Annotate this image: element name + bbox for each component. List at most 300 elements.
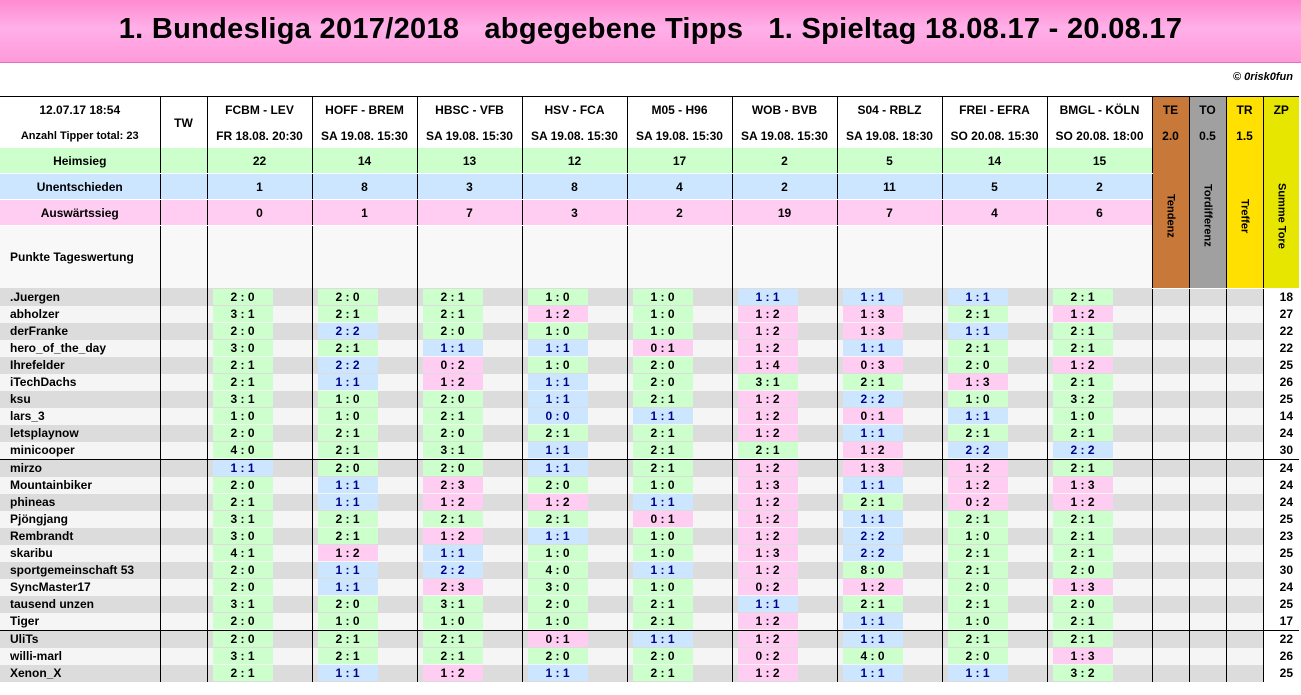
tip-cell bbox=[732, 442, 837, 460]
tip-cell bbox=[627, 579, 732, 596]
tip-cell bbox=[732, 340, 837, 357]
zp-value: 30 bbox=[1263, 442, 1299, 460]
tip-cell bbox=[627, 459, 732, 477]
to-cell bbox=[1189, 545, 1226, 562]
tip-value: 1 : 1 bbox=[318, 562, 378, 578]
player-name: UliTs bbox=[0, 630, 160, 648]
te-cell bbox=[1152, 630, 1189, 648]
player-name: minicooper bbox=[0, 442, 160, 460]
tr-cell bbox=[1226, 665, 1263, 682]
tip-cell bbox=[417, 648, 522, 665]
tip-value: 3 : 0 bbox=[213, 528, 273, 544]
tr-cell bbox=[1226, 494, 1263, 511]
tip-cell bbox=[942, 579, 1047, 596]
tr-cell bbox=[1226, 442, 1263, 460]
tip-value: 4 : 0 bbox=[213, 442, 273, 458]
tip-value: 1 : 1 bbox=[843, 477, 903, 493]
tip-cell bbox=[1047, 323, 1152, 340]
tip-cell bbox=[942, 442, 1047, 460]
te-value: 2.0 bbox=[1152, 123, 1189, 148]
tip-cell bbox=[837, 459, 942, 477]
tip-cell bbox=[312, 596, 417, 613]
tip-cell bbox=[312, 545, 417, 562]
tip-cell bbox=[312, 613, 417, 631]
tip-cell bbox=[207, 442, 312, 460]
tip-value: 2 : 1 bbox=[948, 425, 1008, 441]
tip-cell bbox=[417, 357, 522, 374]
to-header: TO bbox=[1189, 97, 1226, 124]
match-header: FREI - EFRA bbox=[942, 97, 1047, 124]
tip-cell bbox=[732, 545, 837, 562]
tip-value: 2 : 2 bbox=[843, 528, 903, 544]
tip-value: 4 : 1 bbox=[213, 545, 273, 561]
tip-value: 2 : 1 bbox=[1053, 631, 1113, 647]
tip-value: 2 : 2 bbox=[1053, 442, 1113, 458]
tip-cell bbox=[732, 613, 837, 631]
tip-cell bbox=[732, 477, 837, 494]
to-cell bbox=[1189, 323, 1226, 340]
tip-value: 1 : 1 bbox=[528, 340, 588, 356]
tip-value: 1 : 0 bbox=[528, 545, 588, 561]
tr-cell bbox=[1226, 511, 1263, 528]
tip-cell bbox=[1047, 579, 1152, 596]
tip-cell bbox=[207, 528, 312, 545]
te-cell bbox=[1152, 374, 1189, 391]
te-cell bbox=[1152, 340, 1189, 357]
tip-cell bbox=[627, 374, 732, 391]
zp-value: 22 bbox=[1263, 630, 1299, 648]
tip-value: 2 : 1 bbox=[1053, 528, 1113, 544]
tip-cell bbox=[627, 357, 732, 374]
tw-cell bbox=[160, 442, 207, 460]
tip-cell bbox=[207, 391, 312, 408]
tip-value: 2 : 3 bbox=[423, 477, 483, 493]
te-cell bbox=[1152, 579, 1189, 596]
player-name: phineas bbox=[0, 494, 160, 511]
tip-cell bbox=[837, 630, 942, 648]
tip-value: 1 : 0 bbox=[948, 613, 1008, 629]
tip-cell bbox=[207, 494, 312, 511]
tip-cell bbox=[1047, 391, 1152, 408]
tip-value: 2 : 2 bbox=[948, 442, 1008, 458]
tip-value: 1 : 2 bbox=[738, 528, 798, 544]
zp-value: 27 bbox=[1263, 306, 1299, 323]
tr-cell bbox=[1226, 630, 1263, 648]
tip-value: 3 : 1 bbox=[423, 442, 483, 458]
zp-value: 30 bbox=[1263, 562, 1299, 579]
tip-value: 2 : 1 bbox=[948, 562, 1008, 578]
tip-cell bbox=[942, 630, 1047, 648]
tw-cell bbox=[160, 200, 207, 226]
te-cell bbox=[1152, 288, 1189, 306]
player-name: mirzo bbox=[0, 459, 160, 477]
tip-cell bbox=[417, 459, 522, 477]
tip-value: 2 : 0 bbox=[948, 357, 1008, 373]
tip-value: 4 : 0 bbox=[843, 648, 903, 664]
player-name: skaribu bbox=[0, 545, 160, 562]
tip-value: 2 : 1 bbox=[423, 631, 483, 647]
match-time: SA 19.08. 15:30 bbox=[732, 123, 837, 148]
tip-value: 1 : 2 bbox=[423, 374, 483, 390]
tip-cell bbox=[942, 459, 1047, 477]
tip-value: 1 : 1 bbox=[423, 545, 483, 561]
match-header: S04 - RBLZ bbox=[837, 97, 942, 124]
tip-value: 2 : 1 bbox=[1053, 374, 1113, 390]
tip-value: 3 : 1 bbox=[213, 511, 273, 527]
zp-value: 24 bbox=[1263, 477, 1299, 494]
tip-value: 1 : 0 bbox=[423, 613, 483, 629]
tip-cell bbox=[1047, 306, 1152, 323]
tip-value: 2 : 0 bbox=[1053, 562, 1113, 578]
auswaertssieg-count: 0 bbox=[207, 200, 312, 226]
player-name: sportgemeinschaft 53 bbox=[0, 562, 160, 579]
player-row bbox=[0, 562, 1299, 579]
tr-cell bbox=[1226, 357, 1263, 374]
zp-value: 25 bbox=[1263, 545, 1299, 562]
tip-value: 2 : 0 bbox=[318, 596, 378, 612]
tip-cell bbox=[627, 596, 732, 613]
tip-cell bbox=[1047, 511, 1152, 528]
punkte-cell bbox=[732, 226, 837, 289]
tip-cell bbox=[1047, 528, 1152, 545]
tip-cell bbox=[417, 374, 522, 391]
tip-value: 2 : 2 bbox=[318, 323, 378, 339]
tip-value: 1 : 2 bbox=[528, 494, 588, 510]
tip-value: 2 : 0 bbox=[528, 596, 588, 612]
tr-cell bbox=[1226, 613, 1263, 631]
unentschieden-count: 4 bbox=[627, 174, 732, 200]
player-row bbox=[0, 323, 1299, 340]
tip-value: 3 : 1 bbox=[738, 374, 798, 390]
unentschieden-count: 1 bbox=[207, 174, 312, 200]
tip-value: 1 : 2 bbox=[843, 442, 903, 458]
tip-value: 2 : 1 bbox=[318, 340, 378, 356]
tip-value: 1 : 2 bbox=[423, 528, 483, 544]
tip-value: 2 : 0 bbox=[423, 425, 483, 441]
player-name: .Juergen bbox=[0, 288, 160, 306]
tip-value: 0 : 2 bbox=[423, 357, 483, 373]
tip-cell bbox=[837, 408, 942, 425]
tip-cell bbox=[732, 665, 837, 682]
tip-value: 1 : 1 bbox=[318, 374, 378, 390]
tip-value: 1 : 2 bbox=[423, 494, 483, 510]
player-row bbox=[0, 374, 1299, 391]
match-time: SO 20.08. 18:00 bbox=[1047, 123, 1152, 148]
tip-cell bbox=[417, 545, 522, 562]
to-cell bbox=[1189, 391, 1226, 408]
match-time: FR 18.08. 20:30 bbox=[207, 123, 312, 148]
tw-cell bbox=[160, 174, 207, 200]
tip-cell bbox=[522, 562, 627, 579]
tip-cell bbox=[417, 340, 522, 357]
player-row bbox=[0, 613, 1299, 631]
tip-value: 2 : 0 bbox=[633, 648, 693, 664]
tip-cell bbox=[207, 562, 312, 579]
tip-cell bbox=[522, 340, 627, 357]
heimsieg-count: 2 bbox=[732, 148, 837, 174]
tip-value: 2 : 1 bbox=[948, 631, 1008, 647]
tip-cell bbox=[627, 528, 732, 545]
tip-value: 2 : 1 bbox=[948, 545, 1008, 561]
to-value: 0.5 bbox=[1189, 123, 1226, 148]
tw-cell bbox=[160, 596, 207, 613]
tip-cell bbox=[627, 288, 732, 306]
tip-cell bbox=[837, 477, 942, 494]
punkte-cell bbox=[627, 226, 732, 289]
tips-table-container bbox=[0, 96, 1301, 695]
to-cell bbox=[1189, 357, 1226, 374]
auswaertssieg-count: 6 bbox=[1047, 200, 1152, 226]
heimsieg-count: 15 bbox=[1047, 148, 1152, 174]
tr-cell bbox=[1226, 323, 1263, 340]
tip-value: 2 : 0 bbox=[318, 460, 378, 476]
tip-value: 2 : 1 bbox=[318, 511, 378, 527]
tip-value: 1 : 1 bbox=[843, 511, 903, 527]
tip-value: 2 : 0 bbox=[948, 579, 1008, 595]
tip-value: 1 : 1 bbox=[423, 340, 483, 356]
tip-cell bbox=[1047, 408, 1152, 425]
heimsieg-count: 12 bbox=[522, 148, 627, 174]
tip-value: 2 : 1 bbox=[633, 442, 693, 458]
player-name: willi-marl bbox=[0, 648, 160, 665]
tw-cell bbox=[160, 545, 207, 562]
tip-value: 3 : 1 bbox=[213, 306, 273, 322]
tip-value: 2 : 0 bbox=[213, 579, 273, 595]
to-cell bbox=[1189, 494, 1226, 511]
tip-cell bbox=[417, 665, 522, 682]
tip-value: 2 : 0 bbox=[528, 648, 588, 664]
tip-cell bbox=[837, 562, 942, 579]
tip-cell bbox=[417, 425, 522, 442]
unentschieden-count: 11 bbox=[837, 174, 942, 200]
treffer-text: Treffer bbox=[1238, 198, 1251, 233]
tw-cell bbox=[160, 562, 207, 579]
te-cell bbox=[1152, 648, 1189, 665]
tip-cell bbox=[732, 408, 837, 425]
tip-cell bbox=[627, 562, 732, 579]
tip-cell bbox=[1047, 630, 1152, 648]
tip-cell bbox=[942, 545, 1047, 562]
tip-value: 1 : 2 bbox=[843, 579, 903, 595]
unentschieden-count: 8 bbox=[522, 174, 627, 200]
tip-value: 1 : 2 bbox=[528, 306, 588, 322]
to-cell bbox=[1189, 288, 1226, 306]
tip-value: 1 : 2 bbox=[738, 425, 798, 441]
tip-cell bbox=[417, 477, 522, 494]
player-name: lars_3 bbox=[0, 408, 160, 425]
tip-cell bbox=[627, 477, 732, 494]
tip-cell bbox=[837, 528, 942, 545]
player-row bbox=[0, 665, 1299, 682]
tip-value: 3 : 1 bbox=[213, 648, 273, 664]
player-name: SyncMaster17 bbox=[0, 579, 160, 596]
match-header: HBSC - VFB bbox=[417, 97, 522, 124]
tip-value: 2 : 1 bbox=[318, 425, 378, 441]
te-cell bbox=[1152, 306, 1189, 323]
tip-cell bbox=[207, 306, 312, 323]
tip-cell bbox=[522, 357, 627, 374]
player-row bbox=[0, 477, 1299, 494]
tip-value: 1 : 1 bbox=[843, 289, 903, 305]
player-name: Pjöngjang bbox=[0, 511, 160, 528]
punkte-cell bbox=[1047, 226, 1152, 289]
tip-value: 0 : 3 bbox=[843, 357, 903, 373]
unentschieden-count: 3 bbox=[417, 174, 522, 200]
zp-value: 25 bbox=[1263, 665, 1299, 682]
tr-cell bbox=[1226, 648, 1263, 665]
tip-cell bbox=[522, 306, 627, 323]
player-name: Mountainbiker bbox=[0, 477, 160, 494]
tip-value: 2 : 1 bbox=[213, 374, 273, 390]
match-header: HSV - FCA bbox=[522, 97, 627, 124]
tip-value: 1 : 1 bbox=[948, 323, 1008, 339]
tr-header: TR bbox=[1226, 97, 1263, 124]
match-header: WOB - BVB bbox=[732, 97, 837, 124]
tip-value: 2 : 1 bbox=[213, 494, 273, 510]
tip-value: 1 : 1 bbox=[213, 460, 273, 476]
tip-cell bbox=[942, 408, 1047, 425]
tip-cell bbox=[942, 306, 1047, 323]
tip-cell bbox=[522, 494, 627, 511]
tip-value: 2 : 1 bbox=[948, 306, 1008, 322]
tip-value: 2 : 1 bbox=[843, 494, 903, 510]
tip-cell bbox=[417, 579, 522, 596]
to-cell bbox=[1189, 562, 1226, 579]
tip-value: 1 : 3 bbox=[1053, 477, 1113, 493]
tip-value: 1 : 2 bbox=[738, 391, 798, 407]
tw-cell bbox=[160, 323, 207, 340]
tip-value: 1 : 1 bbox=[843, 631, 903, 647]
tip-value: 2 : 1 bbox=[528, 511, 588, 527]
tip-value: 4 : 0 bbox=[528, 562, 588, 578]
tip-cell bbox=[732, 494, 837, 511]
player-name: Xenon_X bbox=[0, 665, 160, 682]
tip-value: 2 : 2 bbox=[843, 391, 903, 407]
unentschieden-count: 8 bbox=[312, 174, 417, 200]
tip-value: 2 : 1 bbox=[318, 631, 378, 647]
tip-cell bbox=[1047, 596, 1152, 613]
tip-value: 1 : 1 bbox=[318, 665, 378, 681]
tip-value: 2 : 1 bbox=[318, 648, 378, 664]
tip-cell bbox=[837, 648, 942, 665]
tw-cell bbox=[160, 226, 207, 289]
tip-cell bbox=[837, 494, 942, 511]
tip-value: 0 : 2 bbox=[738, 579, 798, 595]
tip-cell bbox=[942, 357, 1047, 374]
tip-cell bbox=[522, 459, 627, 477]
zp-value bbox=[1263, 123, 1299, 148]
tip-cell bbox=[312, 323, 417, 340]
to-cell bbox=[1189, 442, 1226, 460]
tip-cell bbox=[1047, 425, 1152, 442]
tip-value: 3 : 1 bbox=[213, 596, 273, 612]
tip-cell bbox=[522, 648, 627, 665]
treffer-label bbox=[1226, 148, 1263, 288]
to-cell bbox=[1189, 511, 1226, 528]
tip-value: 2 : 1 bbox=[948, 340, 1008, 356]
tip-cell bbox=[312, 665, 417, 682]
tip-value: 1 : 2 bbox=[738, 562, 798, 578]
tip-cell bbox=[732, 459, 837, 477]
tip-cell bbox=[1047, 477, 1152, 494]
tip-value: 2 : 2 bbox=[843, 545, 903, 561]
tip-cell bbox=[942, 391, 1047, 408]
tip-cell bbox=[312, 477, 417, 494]
tip-cell bbox=[1047, 340, 1152, 357]
tr-cell bbox=[1226, 528, 1263, 545]
tip-value: 2 : 1 bbox=[1053, 460, 1113, 476]
tip-value: 1 : 3 bbox=[1053, 579, 1113, 595]
tip-cell bbox=[207, 648, 312, 665]
summe-tore-text: Summe Tore bbox=[1275, 182, 1288, 249]
tip-cell bbox=[312, 562, 417, 579]
page-title: 1. Bundesliga 2017/2018 abgegebene Tipps 1. Spieltag 18.08.17 - 20.08.17 bbox=[118, 13, 1183, 45]
tip-cell bbox=[312, 494, 417, 511]
heimsieg-count: 14 bbox=[312, 148, 417, 174]
unentschieden-count: 2 bbox=[1047, 174, 1152, 200]
tip-cell bbox=[942, 374, 1047, 391]
tip-value: 1 : 2 bbox=[423, 665, 483, 681]
tip-value: 1 : 0 bbox=[633, 528, 693, 544]
tip-value: 1 : 1 bbox=[318, 579, 378, 595]
tip-cell bbox=[522, 511, 627, 528]
tip-cell bbox=[942, 477, 1047, 494]
to-cell bbox=[1189, 596, 1226, 613]
tip-cell bbox=[942, 340, 1047, 357]
tip-cell bbox=[627, 613, 732, 631]
tip-value: 1 : 1 bbox=[843, 613, 903, 629]
tip-cell bbox=[207, 408, 312, 425]
tip-cell bbox=[312, 579, 417, 596]
tip-cell bbox=[207, 665, 312, 682]
punkte-cell bbox=[837, 226, 942, 289]
tip-value: 2 : 2 bbox=[423, 562, 483, 578]
tip-cell bbox=[207, 340, 312, 357]
tip-cell bbox=[207, 425, 312, 442]
tip-value: 3 : 1 bbox=[213, 391, 273, 407]
tip-cell bbox=[522, 425, 627, 442]
tip-value: 2 : 1 bbox=[423, 408, 483, 424]
tip-value: 2 : 0 bbox=[633, 374, 693, 390]
player-row bbox=[0, 545, 1299, 562]
tip-value: 1 : 1 bbox=[318, 477, 378, 493]
tip-value: 3 : 1 bbox=[423, 596, 483, 612]
tip-value: 1 : 0 bbox=[633, 323, 693, 339]
tw-cell bbox=[160, 374, 207, 391]
tip-value: 1 : 1 bbox=[528, 528, 588, 544]
tip-cell bbox=[417, 391, 522, 408]
tip-value: 2 : 1 bbox=[318, 306, 378, 322]
tip-cell bbox=[732, 425, 837, 442]
to-cell bbox=[1189, 579, 1226, 596]
tip-cell bbox=[522, 477, 627, 494]
tip-cell bbox=[837, 545, 942, 562]
player-name: tausend unzen bbox=[0, 596, 160, 613]
tip-cell bbox=[627, 511, 732, 528]
tip-value: 2 : 0 bbox=[423, 391, 483, 407]
datetime-label: 12.07.17 18:54 bbox=[0, 97, 160, 124]
match-header: FCBM - LEV bbox=[207, 97, 312, 124]
tip-cell bbox=[522, 579, 627, 596]
tip-value: 8 : 0 bbox=[843, 562, 903, 578]
zp-value: 25 bbox=[1263, 357, 1299, 374]
player-row bbox=[0, 288, 1299, 306]
tip-cell bbox=[627, 545, 732, 562]
tip-value: 1 : 3 bbox=[843, 306, 903, 322]
tip-cell bbox=[627, 408, 732, 425]
tip-value: 3 : 2 bbox=[1053, 665, 1113, 681]
to-cell bbox=[1189, 408, 1226, 425]
